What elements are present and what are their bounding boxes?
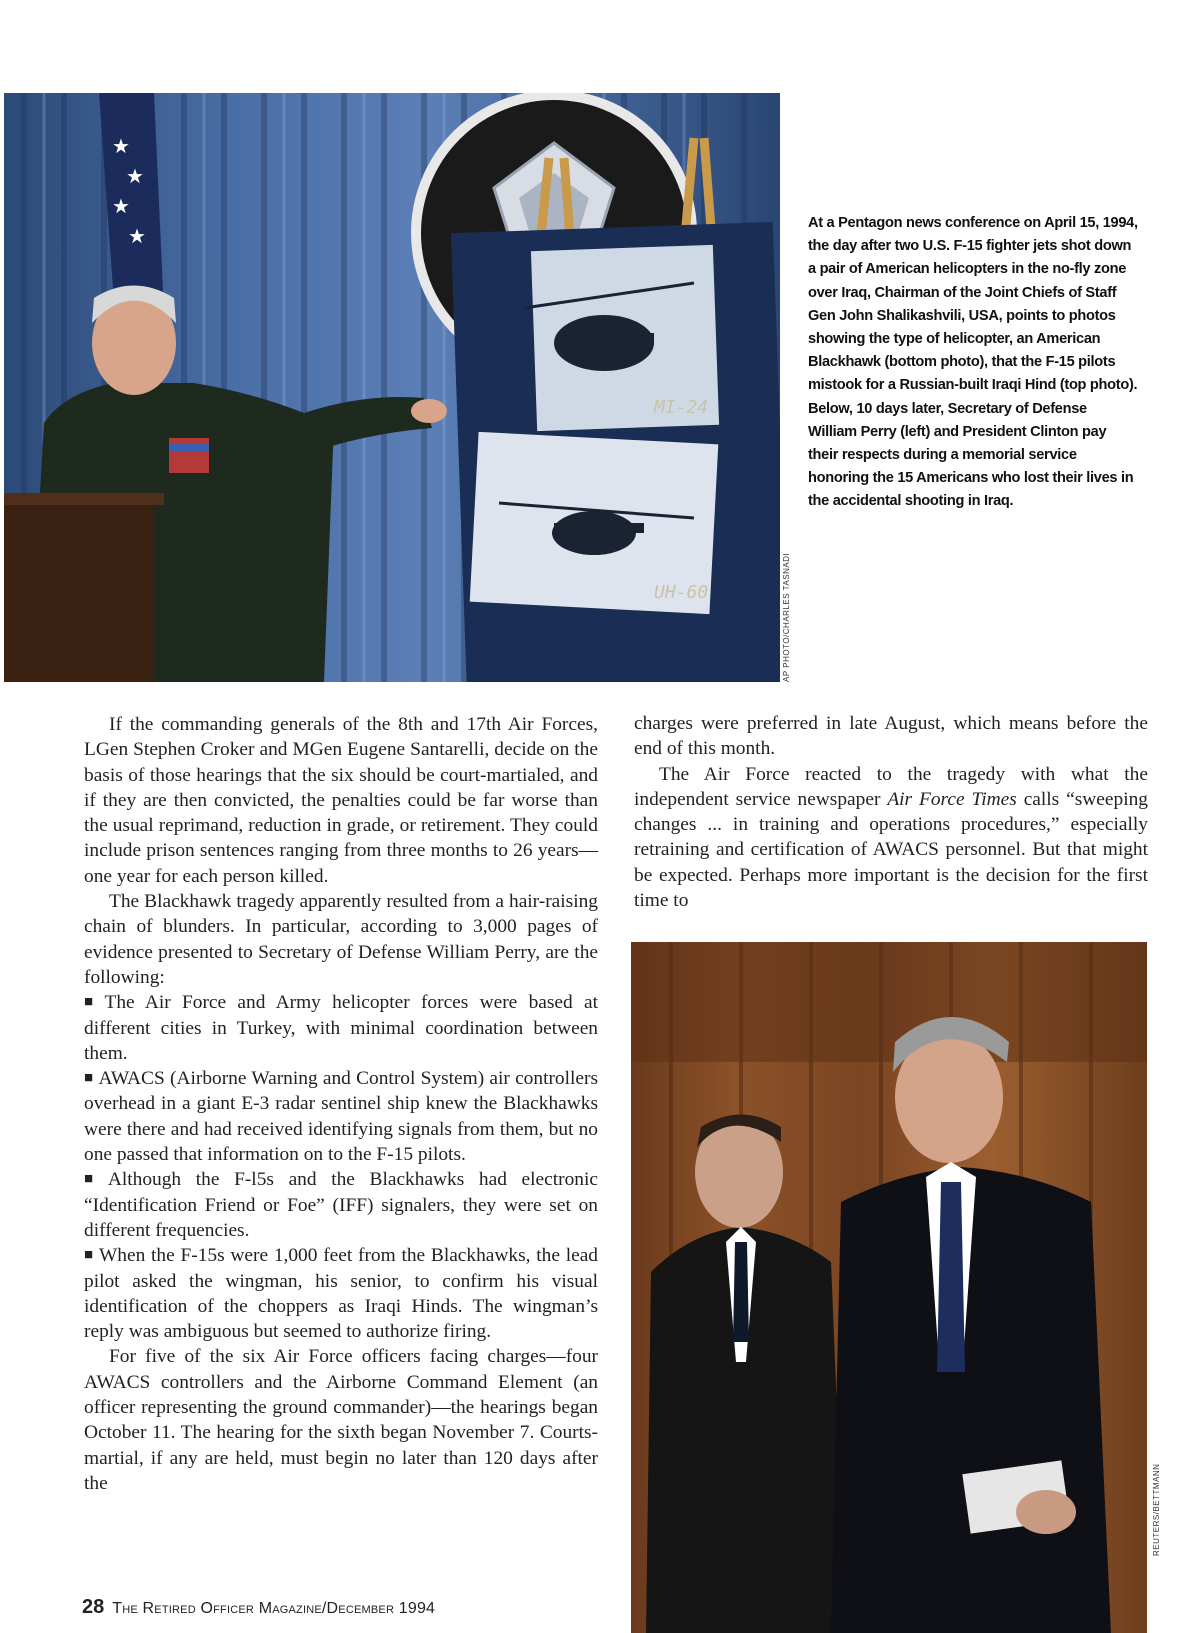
- paragraph: If the commanding generals of the 8th and 17th Air Forces, LGen Stephen Croker and MGen Eugene Santarelli, decide on the basis of those hearings that the six should be court-martialed, and if they are then convicted, the penalties could be far worse than the usual reprimand, reduction in grade, or retirement. They could include prison sentences ranging from three months to 26 years—one year for each person killed.: [84, 714, 598, 887]
- article-column-left: [84, 712, 598, 1496]
- uh60-label: UH-60: [654, 582, 709, 603]
- photo-credit-top: AP PHOTO/CHARLES TASNADI: [782, 552, 791, 682]
- page-number: 28: [82, 1596, 105, 1618]
- svg-text:★: ★: [112, 194, 130, 218]
- svg-text:★: ★: [126, 164, 144, 188]
- memorial-service-photo: [631, 942, 1147, 1633]
- svg-text:★: ★: [112, 134, 130, 158]
- magazine-issue: The Retired Officer Magazine/December 1994: [112, 1600, 436, 1617]
- paragraph-text: The Air Force reacted to the tragedy with what the independent service newspaper: [634, 763, 1148, 810]
- bullet-text: When the F-15s were 1,000 feet from the Blackhawks, the lead pilot asked the wingman, his senior, to confirm his visual identification of the choppers as Iraqi Hinds. The wingman’s reply was ambiguous but seemed to authorize firing.: [84, 1245, 598, 1343]
- bullet-text: The Air Force and Army helicopter forces were based at different cities in Turkey, with minimal coordination between them.: [84, 992, 599, 1064]
- bullet-square-icon: [84, 1169, 108, 1190]
- memorial-service-illustration: [631, 942, 1147, 1633]
- bullet-text: Although the F-l5s and the Blackhawks had electronic “Identification Friend or Foe” (IFF) signalers, they were set on different frequencies.: [84, 1169, 598, 1241]
- mi24-label: MI-24: [654, 397, 709, 418]
- page-footer: [82, 1596, 435, 1619]
- photo-caption: At a Pentagon news conference on April 15, 1994, the day after two U.S. F-15 fighter jets shot down a pair of American helicopters in the no-fly zone over Iraq, Chairman of the Joint Chiefs of Staff Gen John Shalikashvili, USA, points to photos showing the type of helicopter, an American Blackhawk (bottom photo), that the F-15 pilots mistook for a Russian-built Iraqi Hind (top photo). Below, 10 days later, Secretary of Defense William Perry (left) and President Clinton pay their respects during a memorial service honoring the 15 Americans who lost their lives in the accidental shooting in Iraq.: [808, 215, 1138, 510]
- paragraph: For five of the six Air Force officers facing charges—four AWACS controllers and the Airborne Command Element (an officer representing the ground commander)—the hearings began October 11. The hearing for the sixth began November 7. Courts-martial, if any are held, must begin no later than 120 days after the: [84, 1346, 598, 1494]
- bullet-text: AWACS (Airborne Warning and Control System) air controllers overhead in a giant E-3 radar sentinel ship knew the Blackhawks were there and had received identifying signals from them, but no one passed that information on to the F-15 pilots.: [84, 1068, 598, 1166]
- bullet-item: [84, 1167, 598, 1243]
- svg-text:★: ★: [128, 224, 146, 248]
- bullet-item: [84, 1243, 598, 1344]
- paragraph: charges were preferred in late August, which means before the end of this month.: [634, 713, 1148, 760]
- bullet-square-icon: [84, 992, 105, 1013]
- photo-credit-bottom: REUTERS/BETTMANN: [1152, 1463, 1161, 1556]
- pentagon-press-illustration: [4, 93, 780, 682]
- pentagon-press-photo: [4, 93, 780, 682]
- paragraph: [634, 762, 1148, 914]
- bullet-square-icon: [84, 1068, 98, 1089]
- publication-name: Air Force Times: [887, 788, 1017, 810]
- bullet-square-icon: [84, 1245, 99, 1266]
- bullet-item: [84, 1066, 598, 1167]
- paragraph: The Blackhawk tragedy apparently resulted from a hair-raising chain of blunders. In particular, according to 3,000 pages of evidence presented to Secretary of Defense William Perry, are the following:: [84, 891, 598, 988]
- paragraph-text: calls “sweeping changes ... in training and operations procedures,” especially retraining and certification of AWACS personnel. But that might be expected. Perhaps more important is the decision for the first time to: [634, 788, 1148, 912]
- article-column-right: [634, 711, 1148, 913]
- bullet-item: [84, 990, 598, 1066]
